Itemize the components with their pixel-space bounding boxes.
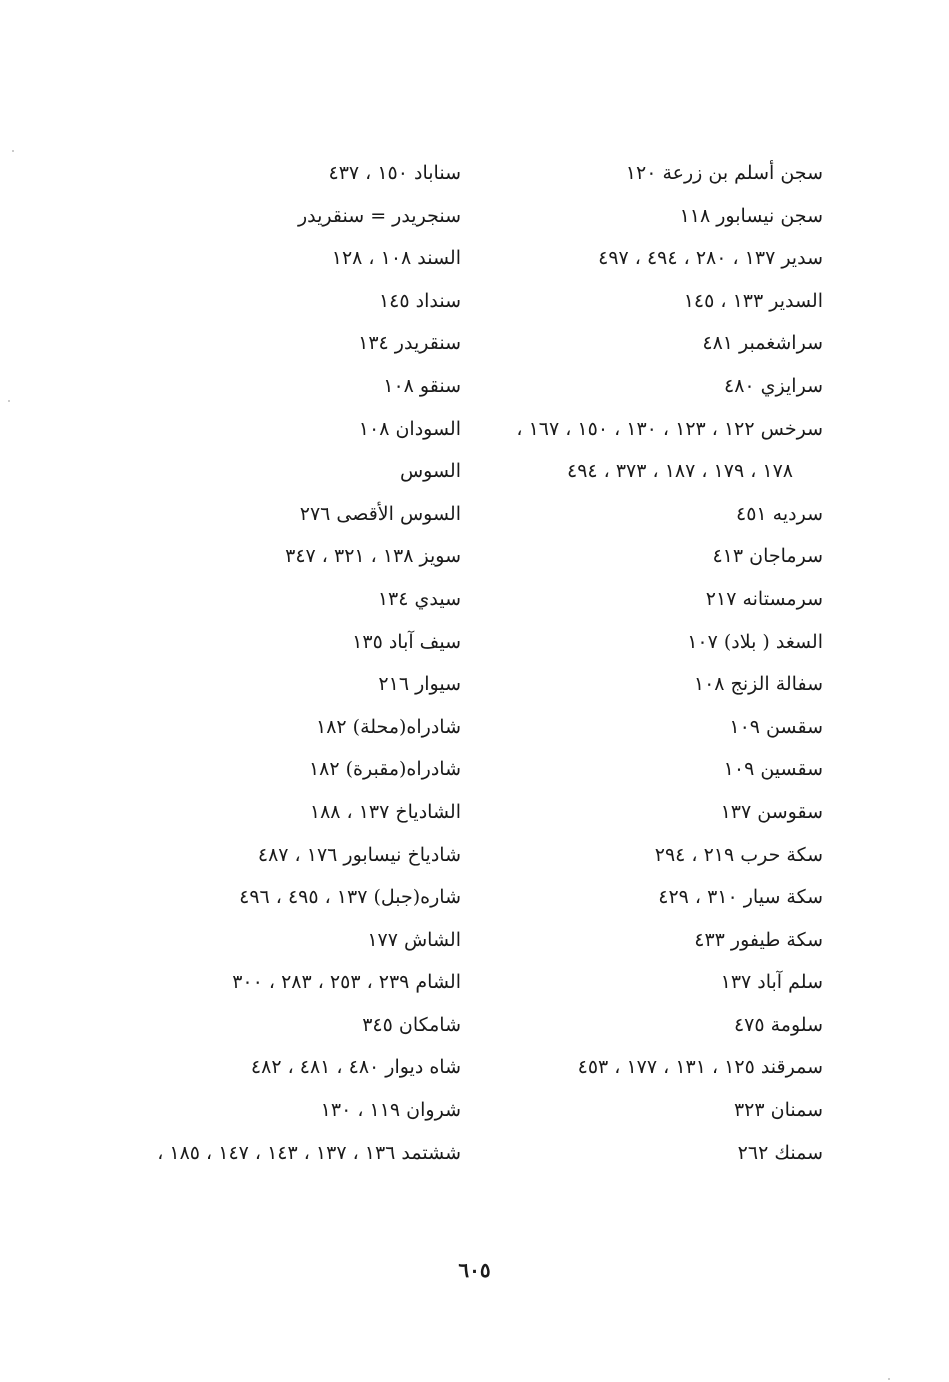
index-entry: السند ١٠٨ ، ١٢٨ (331, 247, 461, 270)
index-entry: سناباد ١٥٠ ، ٤٣٧ (328, 162, 461, 184)
index-entry: سكة سيار ٣١٠ ، ٤٢٩ (658, 886, 823, 909)
index-entry: سقوسن ١٣٧ (720, 800, 823, 823)
index-entry-continuation: ١٧٨ ، ١٧٩ ، ١٨٧ ، ٣٧٣ ، ٤٩٤ (567, 460, 793, 483)
index-entry: شادياخ نيسابور ١٧٦ ، ٤٨٧ (257, 843, 461, 866)
index-entry: سرمستانه ٢١٧ (705, 587, 823, 610)
index-entry: سويز ١٣٨ ، ٣٢١ ، ٣٤٧ (285, 545, 461, 568)
index-entry: سرماجان ٤١٣ (712, 545, 823, 568)
index-entry: سنقو ١٠٨ (383, 374, 461, 397)
index-entry: شروان ١١٩ ، ١٣٠ (320, 1099, 461, 1122)
scan-speck (12, 150, 14, 152)
index-entry: سقسين ١٠٩ (723, 758, 823, 781)
scan-speck (8, 400, 10, 402)
index-entry: سنقريدر ١٣٤ (358, 332, 461, 355)
index-entry: سمنك ٢٦٢ (737, 1141, 823, 1164)
index-entry: سراشغمبر ٤٨١ (702, 332, 823, 355)
index-entry: السوس (399, 460, 461, 483)
index-entry: سكة حرب ٢١٩ ، ٢٩٤ (654, 843, 823, 866)
index-entry: سقسن ١٠٩ (729, 715, 823, 738)
index-column-left (61, 152, 461, 1174)
page-number: ٦٠٥ (458, 1258, 491, 1282)
index-entry: السوس الأقصى ٢٧٦ (299, 502, 461, 525)
index-entry: الشاش ١٧٧ (367, 928, 461, 951)
index-entry: سنداد ١٤٥ (378, 289, 461, 312)
scan-speck (888, 1378, 890, 1380)
index-entry: السودان ١٠٨ (358, 417, 461, 440)
index-entry: سلومة ٤٧٥ (733, 1013, 823, 1036)
index-column-right (423, 152, 823, 1174)
index-entry: سجن أسلم بن زرعة ١٢٠ (625, 162, 823, 184)
index-entry: شاره(جبل) ١٣٧ ، ٤٩٥ ، ٤٩٦ (239, 886, 461, 909)
index-entry: السدير ١٣٣ ، ١٤٥ (683, 289, 823, 312)
index-entry: شادراه(مقبرة) ١٨٢ (308, 758, 461, 781)
index-entry: سرديه ٤٥١ (735, 502, 823, 525)
index-entry: سفالة الزنج ١٠٨ (693, 673, 823, 696)
index-entry: سمنان ٣٢٣ (733, 1099, 823, 1122)
index-entry: سلم آباد ١٣٧ (720, 971, 823, 994)
index-entry: الشام ٢٣٩ ، ٢٥٣ ، ٢٨٣ ، ٣٠٠ (232, 971, 461, 994)
index-entry: سدير ١٣٧ ، ٢٨٠ ، ٤٩٤ ، ٤٩٧ (598, 247, 823, 270)
index-entry: سرايزي ٤٨٠ (724, 374, 823, 397)
index-entry: ششتمد ١٣٦ ، ١٣٧ ، ١٤٣ ، ١٤٧ ، ١٨٥ ، (157, 1141, 461, 1164)
index-entry: سيدي ١٣٤ (377, 587, 461, 610)
index-entry: شاه ديوار ٤٨٠ ، ٤٨١ ، ٤٨٢ (250, 1056, 461, 1079)
index-entry: السغد ( بلاد) ١٠٧ (687, 630, 823, 653)
index-entry: سنجريدر = سنقريدر (297, 204, 461, 227)
index-entry: سكة طيفور ٤٣٣ (694, 928, 823, 951)
index-entry: سرخس ١٢٢ ، ١٢٣ ، ١٣٠ ، ١٥٠ ، ١٦٧ ، (516, 417, 823, 440)
index-entry: شادراه(محلة) ١٨٢ (316, 715, 461, 738)
index-entry: الشادياخ ١٣٧ ، ١٨٨ (309, 800, 461, 823)
index-entry: سجن نيسابور ١١٨ (679, 204, 823, 227)
index-entry: سيف آباد ١٣٥ (352, 630, 461, 653)
index-entry: شامكان ٣٤٥ (362, 1013, 461, 1036)
index-entry: سيوار ٢١٦ (378, 673, 461, 696)
index-entry: سمرقند ١٢٥ ، ١٣١ ، ١٧٧ ، ٤٥٣ (577, 1056, 823, 1079)
